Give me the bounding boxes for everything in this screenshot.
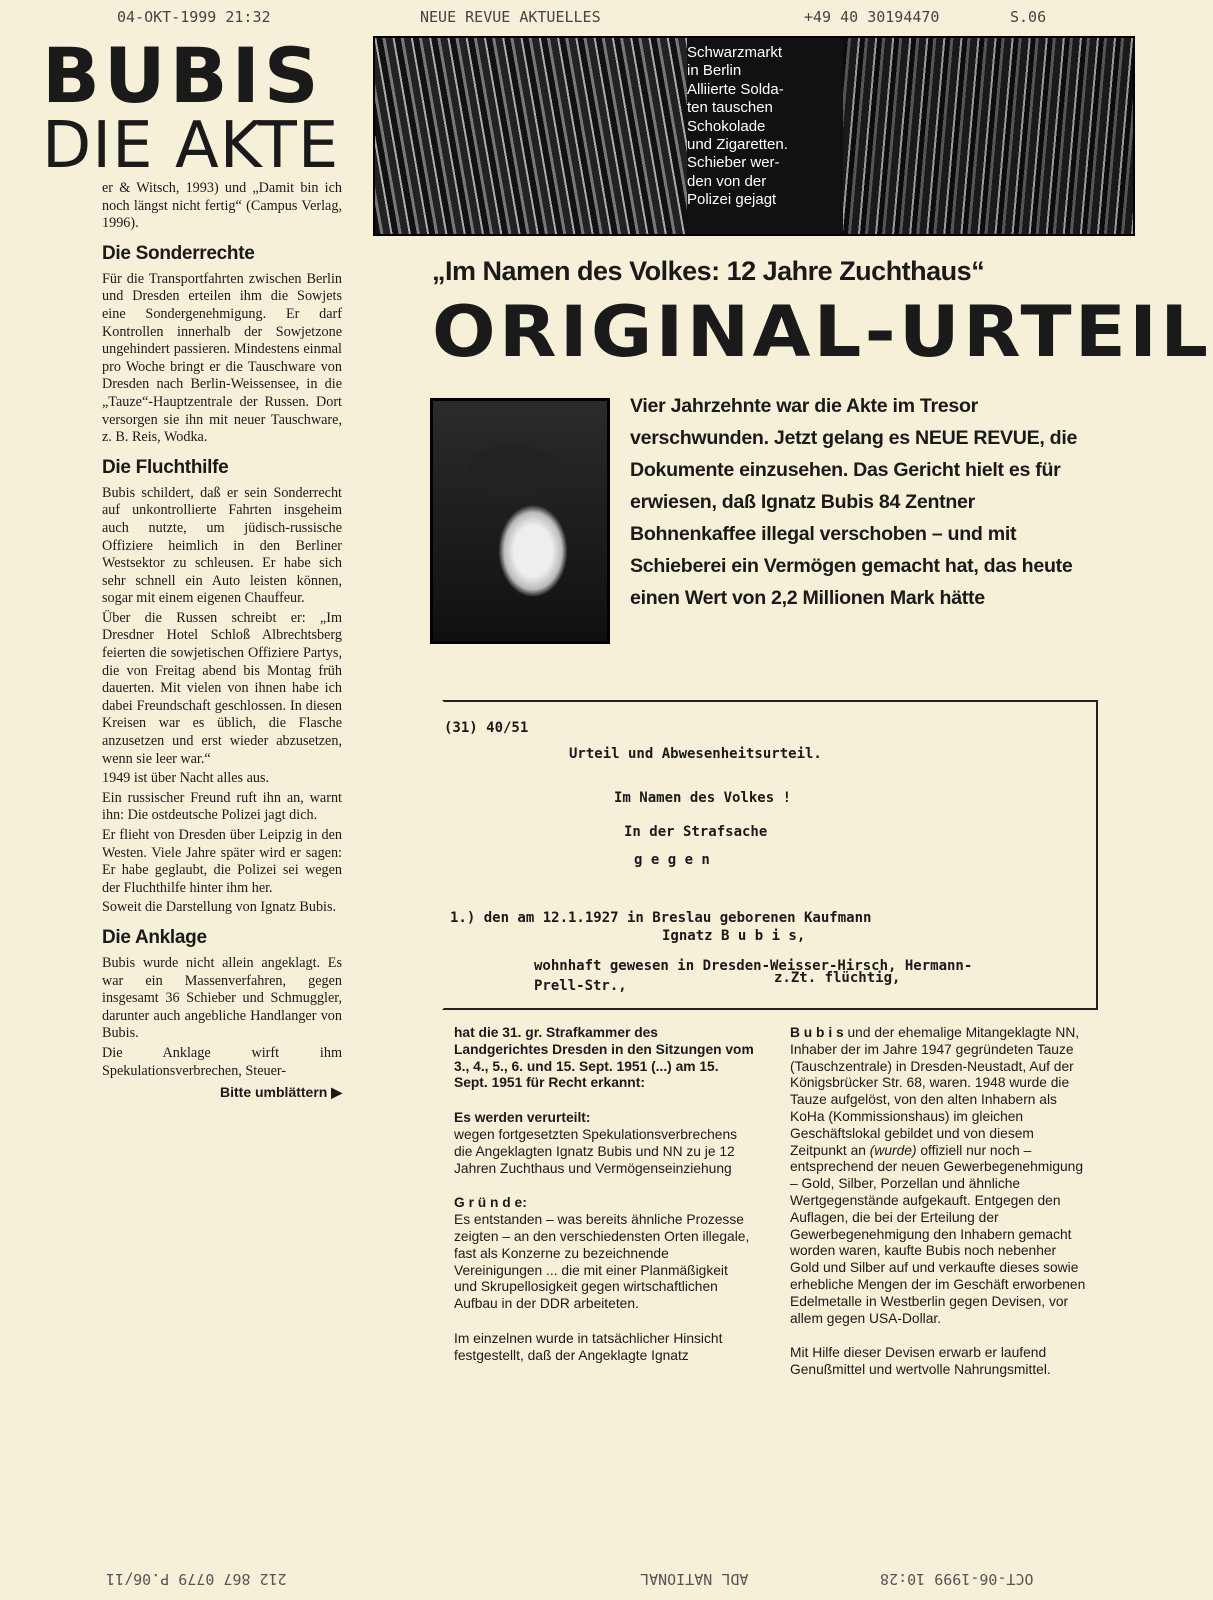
doc-line1: Im Namen des Volkes ! (614, 790, 792, 806)
reasons-heading: G r ü n d e: (454, 1195, 527, 1211)
court-document-excerpt (442, 700, 1098, 1010)
left-column: er & Witsch, 1993) und „Damit bin ich noch längst nicht fertig“ (Campus Verlag, 1996). Die Sonderrechte Für die Transportfahrten zwischen Berlin und Dresden erteilen ihm die Sowjets eine Sondergenehmigung. Er darf Kontrollen innerhalb der Sowjetzone ungehindert passieren. Mindestens einmal pro Woche bringt er die Tauschware von Dresden nach Berlin-Weissensee, in die „Tauze“-Hauptzentrale der Russen. Dort versorgen sie ihn mit neuer Tauschware, z. B. Reis, Wodka. Die Fluchthilfe Bubis schildert, daß er sein Sonderrecht auf unkontrollierte Fahrten insgeheim auch nutzte, um jüdisch-russische Offiziere heimlich in den Berliner Westsektor zu schleusen. Er habe sich sehr schnell ein Auto leisten können, sogar mit einem eigenen Chauffeur. Über die Russen schreibt er: „Im Dresdner Hotel Schloß Albrechtsberg feierten die sowjetischen Offiziere Partys, die von Freitag abend bis Montag früh dauerten. Mit vielen von ihnen habe ich dabei Freundschaft geschlossen. In diesen Kreisen war es üblich, die Flasche anzusetzen und erst wieder abzusetzen, wenn sie leer war.“ 1949 ist über Nacht alles aus. Ein russischer Freund ruft ihn an, warnt ihn: Die ostdeutsche Polizei jagt dich. Er flieht von Dresden über Leipzig in den Westen. Viele Jahre später wird er sagen: Er habe geglaubt, die Polizei sei wegen der Fluchthilfe hinter ihm her. Soweit die Darstellung von Ignatz Bubis. Die Anklage Bubis wurde nicht allein angeklagt. Es war ein Massenverfahren, gegen insgesamt 36 Schieber und Schmuggler, darunter auch angebliche Handlanger von Bubis. Die Anklage wirft ihm Spekulationsverbrechen, Steuer- Bitte umblättern ▶ (102, 180, 342, 1101)
doc-line2: In der Strafsache (624, 824, 768, 840)
intro-text: Vier Jahrzehnte war die Akte im Tresor verschwunden. Jetzt gelang es NEUE REVUE, die Dokumente einzusehen. Das Gericht hielt es für erwiesen, daß Ignatz Bubis 84 Zentner Bohnenkaffee illegal verschoben – und mit Schieberei ein Vermögen gemacht hat, das heute einen Wert von 2,2 Millionen Mark hätte (630, 395, 1078, 609)
fax-header (0, 8, 1213, 30)
kicker: „Im Namen des Volkes: 12 Jahre Zuchthaus“ (432, 256, 985, 286)
footer-left: 212 867 0779 P.06/11 (106, 1570, 287, 1588)
portrait-photo (430, 398, 610, 644)
doc-address2: Prell-Str., (534, 978, 627, 994)
doc-address3: z.Zt. flüchtig, (774, 970, 901, 986)
doc-ref: (31) 40/51 (444, 720, 529, 736)
photo-caption: Schwarzmarkt in Berlin Alliierte Solda- ten tauschen Schokolade und Zigaretten. Schieber wer- den von der Polizei gejagt (687, 44, 788, 209)
right-paragraph1: B u b i s und der ehemalige Mitangeklagte NN, Inhaber der im Jahre 1947 gegründeten Tauze (Tauschzentrale) in Dresden-Neustadt, Auf der Königsbrücker Str. 68, waren. 1948 wurde die Tauze aufgelöst, von den alten Inhabern als KoHa (Kommissionshaus) im gleichen Geschäftslokal gebildet und von diesem Zeitpunkt an (wurde) offiziell nur noch – entsprechend der neuen Gewerbegenehmigung – Gold, Silber, Porzellan und ähnliche Wertgegenstände aufgekauft. Entgegen den Auflagen, die bei der Erteilung der Gewerbegenehmigung den Inhabern gemacht worden waren, kaufte Bubis noch nebenher Gold und Silber auf und verkaufte dieses sowie erhebliche Mengen der im Geschäft erworbenen Edelmetalle in Westberlin gegen Devisen, vor allem gegen USA-Dollar. (790, 1025, 1086, 1326)
fax-datetime: 04-OKT-1999 21:32 (117, 8, 271, 26)
masthead (42, 31, 342, 188)
fax-phone: +49 40 30194470 (804, 8, 940, 26)
doc-defendant: 1.) den am 12.1.1927 in Breslau geborenen Kaufmann (450, 910, 872, 926)
footer-middle: ADL NATIONAL (640, 1570, 749, 1588)
right-column (790, 1025, 1086, 1397)
right-paragraph2: Mit Hilfe dieser Devisen erwarb er laufend Genußmittel und wertvolle Nahrungsmittel. (790, 1345, 1051, 1378)
doc-address1: wohnhaft gewesen in Dresden-Weisser-Hirsch, Hermann- (534, 958, 973, 974)
fax-page: S.06 (1010, 8, 1047, 26)
section-heading-anklage: Die Anklage (102, 926, 207, 948)
doc-defendant-name: Ignatz B u b i s, (662, 928, 806, 944)
headline: ORIGINAL-URTEIL (432, 291, 1212, 373)
reasons-text: Es entstanden – was bereits ähnliche Prozesse zeigten – an den verschiedensten Orten illegale, fast als Konzerne zu bezeichnende Vereinigungen ... die mit einer Planmäßigkeit und Skrupellosigkeit gegen wirtschaftlichen Aufbau in der DDR arbeiteten. (454, 1212, 750, 1312)
masthead-subtitle: DIE AKTE (42, 109, 340, 183)
photo-texture-right (843, 38, 1135, 236)
verdict-text: wegen fortgesetzten Spekulationsverbrechens die Angeklagten Ignatz Bubis und NN zu je 12 Jahren Zuchthaus und Vermögenseinziehung (454, 1126, 738, 1176)
section-heading-fluchthilfe: Die Fluchthilfe (102, 456, 229, 478)
left-intro: er & Witsch, 1993) und „Damit bin ich noch längst nicht fertig“ (Campus Verlag, 1996). (102, 180, 342, 232)
footer-right: OCT-06-1999 10:28 (880, 1570, 1034, 1588)
continue-link: Bitte umblättern ▶ (220, 1084, 342, 1101)
section-heading-sonderrechte: Die Sonderrechte (102, 242, 255, 264)
doc-line3: g e g e n (634, 852, 710, 868)
masthead-title: BUBIS (42, 31, 323, 120)
fax-sender: NEUE REVUE AKTUELLES (420, 8, 601, 26)
photo-texture-left (375, 38, 687, 236)
verdict-heading: Es werden verurteilt: (454, 1110, 591, 1126)
black-market-photo (373, 36, 1135, 236)
middle-closing: Im einzelnen wurde in tatsächlicher Hinsicht festgestellt, daß der Angeklagte Ignatz (454, 1330, 723, 1363)
fax-footer (0, 1568, 1213, 1588)
middle-lead: hat die 31. gr. Strafkammer des Landgerichtes Dresden in den Sitzungen vom 3., 4., 5., 6. und 15. Sept. 1951 (...) am 15. Sept. 1951 für Recht erkannt: (454, 1025, 754, 1091)
middle-column (454, 1025, 754, 1383)
doc-title: Urteil und Abwesenheitsurteil. (569, 746, 822, 762)
